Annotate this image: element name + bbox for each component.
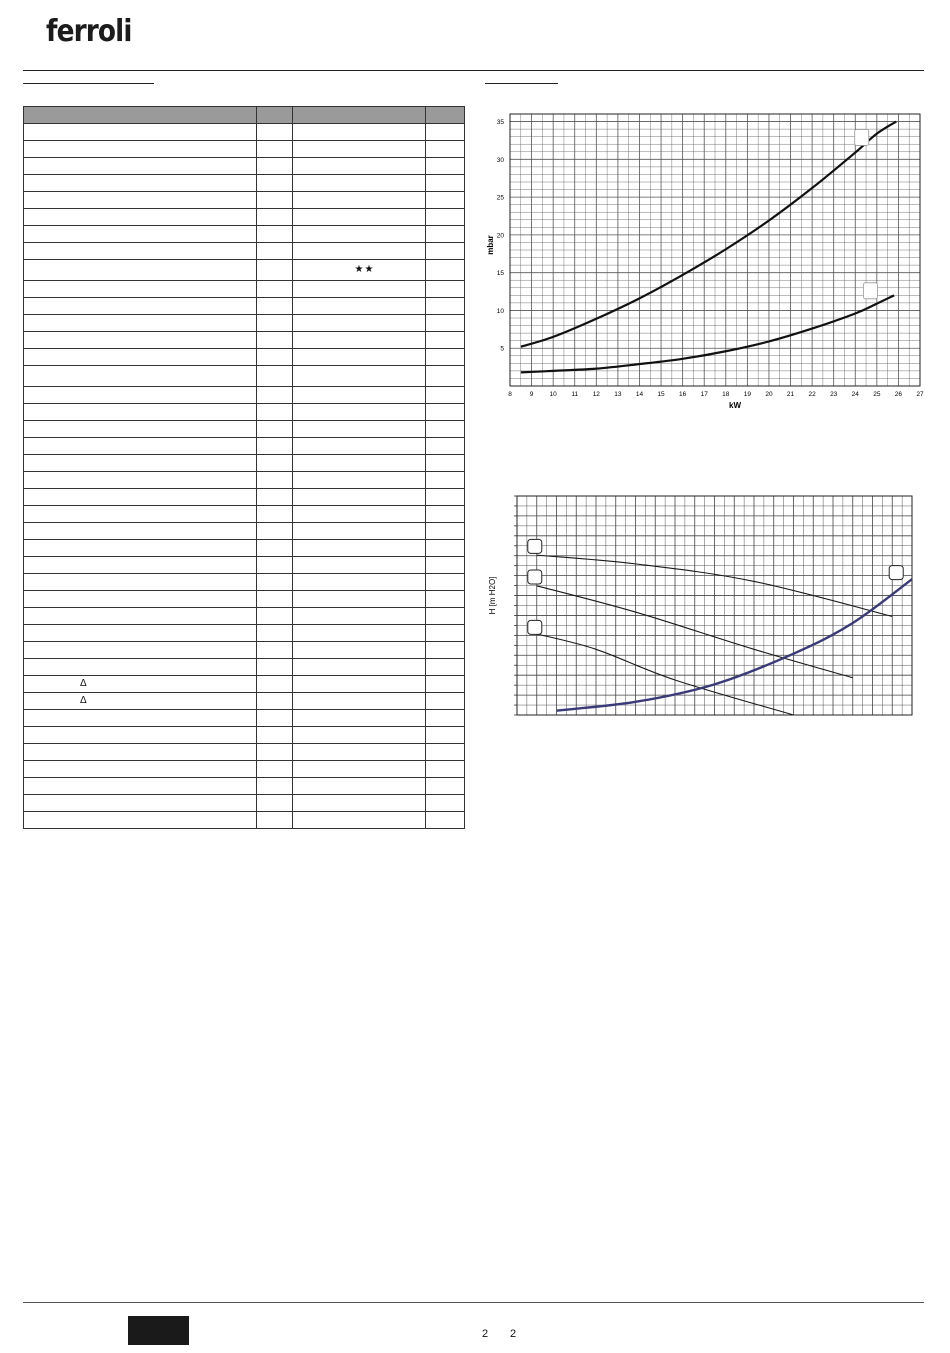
table-cell xyxy=(426,540,465,557)
table-cell xyxy=(426,523,465,540)
table-cell xyxy=(426,574,465,591)
table-cell xyxy=(257,727,293,744)
rating-stars: ★★ xyxy=(293,260,426,281)
table-cell xyxy=(24,260,257,281)
table-cell xyxy=(293,778,426,795)
table-cell xyxy=(257,366,293,387)
page-number-left: 2 xyxy=(482,1328,489,1340)
table-cell xyxy=(426,710,465,727)
table-cell xyxy=(293,557,426,574)
table-cell xyxy=(257,192,293,209)
y-tick-label: 30 xyxy=(496,156,504,164)
table-cell xyxy=(257,404,293,421)
series-line xyxy=(521,122,896,347)
table-cell xyxy=(24,761,257,778)
table-cell xyxy=(293,124,426,141)
table-cell xyxy=(426,676,465,693)
table-cell xyxy=(293,472,426,489)
x-tick-label: 9 xyxy=(529,391,534,398)
table-cell xyxy=(293,455,426,472)
table-header-cell xyxy=(257,107,293,124)
table-cell xyxy=(426,727,465,744)
table-row xyxy=(24,141,465,158)
table-cell xyxy=(293,642,426,659)
table-row xyxy=(24,404,465,421)
x-tick-label: 15 xyxy=(657,391,665,398)
table-cell xyxy=(293,659,426,676)
table-cell xyxy=(257,315,293,332)
table-cell xyxy=(426,506,465,523)
table-cell xyxy=(257,540,293,557)
technical-data-table xyxy=(23,106,465,829)
table-row xyxy=(24,812,465,829)
x-axis-label: kW xyxy=(729,401,741,410)
series-line xyxy=(521,295,894,372)
table-row xyxy=(24,727,465,744)
table-cell xyxy=(24,124,257,141)
x-tick-label: 13 xyxy=(614,391,622,398)
table-cell xyxy=(257,349,293,366)
table-cell xyxy=(293,812,426,829)
table-cell xyxy=(24,489,257,506)
table-row xyxy=(24,209,465,226)
table-cell xyxy=(293,404,426,421)
table-cell xyxy=(24,366,257,387)
table-cell xyxy=(426,349,465,366)
x-tick-label: 26 xyxy=(894,391,903,398)
table-cell xyxy=(426,298,465,315)
delta-symbol: Δ xyxy=(24,676,257,693)
table-cell xyxy=(426,642,465,659)
table-cell xyxy=(24,175,257,192)
x-tick-label: 11 xyxy=(571,391,579,398)
table-header-cell xyxy=(293,107,426,124)
table-cell xyxy=(426,141,465,158)
table-cell xyxy=(257,298,293,315)
table-cell xyxy=(257,557,293,574)
x-tick-label: 16 xyxy=(679,391,687,398)
table-cell xyxy=(24,778,257,795)
x-tick-label: 14 xyxy=(635,391,644,398)
table-row xyxy=(24,192,465,209)
table-row xyxy=(24,591,465,608)
table-cell xyxy=(293,608,426,625)
table-cell xyxy=(293,192,426,209)
table-cell xyxy=(293,676,426,693)
table-cell xyxy=(426,795,465,812)
ferroli-logo: ferroli xyxy=(46,14,132,49)
y-tick-label: 20 xyxy=(496,232,504,240)
table-cell xyxy=(293,625,426,642)
table-header-cell xyxy=(24,107,257,124)
table-row xyxy=(24,349,465,366)
table-row xyxy=(24,523,465,540)
table-cell xyxy=(24,625,257,642)
table-cell xyxy=(426,608,465,625)
table-cell xyxy=(24,744,257,761)
table-cell xyxy=(257,574,293,591)
table-cell xyxy=(24,243,257,260)
table-cell xyxy=(257,124,293,141)
table-row xyxy=(24,332,465,349)
table-cell xyxy=(24,349,257,366)
x-tick-label: 27 xyxy=(916,391,924,398)
table-cell xyxy=(257,642,293,659)
table-cell xyxy=(293,387,426,404)
page-number-right: 2 xyxy=(510,1328,517,1340)
table-cell xyxy=(24,281,257,298)
curve-marker xyxy=(855,129,869,145)
gas-pressure-chart xyxy=(480,110,930,415)
table-row xyxy=(24,124,465,141)
table-cell xyxy=(426,192,465,209)
table-cell xyxy=(257,625,293,642)
table-cell xyxy=(24,608,257,625)
table-row xyxy=(24,298,465,315)
table-cell xyxy=(24,591,257,608)
table-cell xyxy=(293,540,426,557)
table-cell xyxy=(426,366,465,387)
table-cell xyxy=(293,366,426,387)
table-cell xyxy=(257,608,293,625)
table-cell xyxy=(24,209,257,226)
table-cell xyxy=(24,812,257,829)
table-cell xyxy=(24,315,257,332)
table-cell xyxy=(426,332,465,349)
table-cell xyxy=(257,387,293,404)
table-cell xyxy=(24,710,257,727)
table-cell xyxy=(293,523,426,540)
table-cell xyxy=(293,315,426,332)
table-cell xyxy=(293,591,426,608)
table-cell xyxy=(257,455,293,472)
table-cell xyxy=(257,693,293,710)
table-cell xyxy=(426,124,465,141)
table-row xyxy=(24,642,465,659)
curve-marker xyxy=(528,539,542,553)
table-cell xyxy=(426,778,465,795)
table-cell xyxy=(293,489,426,506)
table-cell xyxy=(24,455,257,472)
table-cell xyxy=(426,812,465,829)
table-cell xyxy=(257,591,293,608)
table-cell xyxy=(257,812,293,829)
table-cell xyxy=(293,349,426,366)
table-row xyxy=(24,506,465,523)
table-cell xyxy=(257,676,293,693)
table-row xyxy=(24,489,465,506)
table-body xyxy=(24,124,465,829)
table-cell xyxy=(426,693,465,710)
table-cell xyxy=(426,489,465,506)
table-cell xyxy=(24,557,257,574)
table-cell xyxy=(293,226,426,243)
table-cell xyxy=(24,795,257,812)
table-row xyxy=(24,659,465,676)
table-cell xyxy=(426,438,465,455)
table-cell xyxy=(24,574,257,591)
table-cell xyxy=(426,625,465,642)
table-cell xyxy=(293,761,426,778)
table-cell xyxy=(293,421,426,438)
x-tick-label: 22 xyxy=(808,391,816,398)
y-axis-label: H [m H2O] xyxy=(488,576,497,615)
table-cell xyxy=(293,243,426,260)
table-row xyxy=(24,175,465,192)
curve-marker xyxy=(528,570,542,584)
table-row xyxy=(24,281,465,298)
table-cell xyxy=(257,778,293,795)
x-tick-label: 23 xyxy=(830,391,838,398)
table-cell xyxy=(257,332,293,349)
table-row xyxy=(24,438,465,455)
table-cell xyxy=(257,243,293,260)
table-cell xyxy=(426,659,465,676)
table-cell xyxy=(426,455,465,472)
table-row xyxy=(24,795,465,812)
table-cell xyxy=(426,591,465,608)
table-cell xyxy=(257,158,293,175)
table-cell xyxy=(426,243,465,260)
table-cell xyxy=(24,226,257,243)
table-cell xyxy=(426,315,465,332)
table-cell xyxy=(257,226,293,243)
table-cell xyxy=(293,795,426,812)
header-rule xyxy=(23,70,924,71)
footer-rule xyxy=(23,1302,924,1303)
table-cell xyxy=(426,404,465,421)
table-cell xyxy=(24,192,257,209)
table-cell xyxy=(257,472,293,489)
table-row xyxy=(24,158,465,175)
table-cell xyxy=(293,710,426,727)
table-cell xyxy=(426,387,465,404)
table-header-cell xyxy=(426,107,465,124)
table-cell xyxy=(257,421,293,438)
table-cell xyxy=(426,260,465,281)
table-cell xyxy=(293,574,426,591)
curve-marker xyxy=(528,620,542,634)
table-cell xyxy=(257,744,293,761)
y-tick-label: 10 xyxy=(496,307,504,315)
table-cell xyxy=(426,281,465,298)
table-cell xyxy=(257,506,293,523)
x-tick-label: 19 xyxy=(743,391,751,398)
table-cell xyxy=(24,298,257,315)
y-tick-label: 25 xyxy=(496,194,504,202)
table-cell xyxy=(257,281,293,298)
table-row xyxy=(24,744,465,761)
table-cell xyxy=(426,744,465,761)
x-tick-label: 8 xyxy=(508,391,512,398)
table-cell xyxy=(426,557,465,574)
x-tick-label: 10 xyxy=(549,391,557,398)
pump-head-chart xyxy=(480,490,930,725)
table-header-row xyxy=(24,107,465,124)
x-tick-label: 20 xyxy=(765,391,773,398)
table-cell xyxy=(257,489,293,506)
table-row xyxy=(24,540,465,557)
table-cell xyxy=(293,506,426,523)
table-cell xyxy=(293,438,426,455)
table-cell xyxy=(426,761,465,778)
table-cell xyxy=(426,421,465,438)
table-cell xyxy=(24,727,257,744)
section-underline-right xyxy=(485,83,558,84)
table-cell xyxy=(24,158,257,175)
table-cell xyxy=(257,710,293,727)
table-row xyxy=(24,315,465,332)
table-row xyxy=(24,455,465,472)
table-cell xyxy=(426,226,465,243)
table-row xyxy=(24,710,465,727)
table-cell xyxy=(426,158,465,175)
table-cell xyxy=(24,472,257,489)
table-cell xyxy=(257,209,293,226)
x-tick-label: 24 xyxy=(851,391,859,398)
x-tick-label: 18 xyxy=(722,391,730,398)
table-cell xyxy=(293,332,426,349)
table-cell xyxy=(293,175,426,192)
table-cell xyxy=(257,438,293,455)
table-cell xyxy=(257,141,293,158)
table-row xyxy=(24,243,465,260)
table-cell xyxy=(293,158,426,175)
table-cell xyxy=(293,141,426,158)
table-cell xyxy=(24,642,257,659)
table-row xyxy=(24,778,465,795)
y-tick-label: 35 xyxy=(496,119,504,127)
table-row xyxy=(24,226,465,243)
y-tick-label: 5 xyxy=(500,345,504,353)
table-cell xyxy=(24,421,257,438)
table-cell xyxy=(24,141,257,158)
table-cell xyxy=(24,438,257,455)
table-cell xyxy=(257,260,293,281)
delta-symbol: Δ xyxy=(24,693,257,710)
table-row xyxy=(24,366,465,387)
x-tick-label: 12 xyxy=(592,391,600,398)
table-cell xyxy=(426,209,465,226)
table-cell xyxy=(293,727,426,744)
x-tick-label: 21 xyxy=(786,391,795,398)
section-underline-left xyxy=(23,83,154,84)
table-cell xyxy=(293,298,426,315)
x-tick-label: 25 xyxy=(873,391,881,398)
table-cell xyxy=(24,404,257,421)
table-cell xyxy=(426,175,465,192)
table-row xyxy=(24,472,465,489)
table-cell xyxy=(426,472,465,489)
table-cell xyxy=(24,506,257,523)
table-cell xyxy=(24,387,257,404)
y-tick-label: 15 xyxy=(496,270,504,278)
y-axis-label: mbar xyxy=(486,235,495,255)
table-row xyxy=(24,557,465,574)
table-row xyxy=(24,608,465,625)
table-row xyxy=(24,625,465,642)
table-cell xyxy=(257,761,293,778)
curve-marker xyxy=(889,566,903,580)
table-cell xyxy=(24,332,257,349)
table-cell xyxy=(293,744,426,761)
table-cell xyxy=(293,693,426,710)
curve-marker xyxy=(863,283,877,299)
table-cell xyxy=(257,175,293,192)
table-row xyxy=(24,761,465,778)
table-cell xyxy=(24,540,257,557)
table-row xyxy=(24,260,465,281)
table-row xyxy=(24,693,465,710)
table-cell xyxy=(257,659,293,676)
table-cell xyxy=(293,209,426,226)
x-tick-label: 17 xyxy=(700,391,708,398)
table-cell xyxy=(257,795,293,812)
table-cell xyxy=(293,281,426,298)
language-tab xyxy=(128,1316,189,1345)
table-row xyxy=(24,676,465,693)
table-row xyxy=(24,421,465,438)
table-row xyxy=(24,387,465,404)
table-cell xyxy=(257,523,293,540)
table-cell xyxy=(24,523,257,540)
table-cell xyxy=(24,659,257,676)
table-row xyxy=(24,574,465,591)
